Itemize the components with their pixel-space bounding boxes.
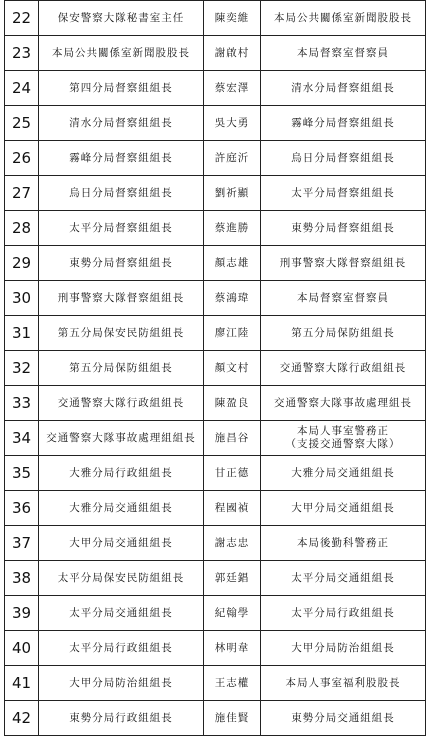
new-position-cell bbox=[261, 596, 426, 631]
table-row bbox=[5, 666, 426, 701]
table-row bbox=[5, 631, 426, 666]
new-position-cell bbox=[261, 491, 426, 526]
original-position-cell: 交通警察大隊事故處理組組長 bbox=[39, 421, 204, 456]
name-cell: 許庭沂 bbox=[204, 141, 261, 176]
new-position-line: 太平分局交通組組長 bbox=[291, 571, 395, 584]
new-position-cell bbox=[261, 316, 426, 351]
row-number-cell: 33 bbox=[5, 386, 39, 421]
new-position-line: 烏日分局督察組組長 bbox=[291, 151, 395, 164]
name-cell: 施昌谷 bbox=[204, 421, 261, 456]
new-position-cell bbox=[261, 106, 426, 141]
original-position-cell: 大雅分局交通組組長 bbox=[39, 491, 204, 526]
row-number-cell: 25 bbox=[5, 106, 39, 141]
personnel-table bbox=[4, 0, 426, 736]
new-position-cell bbox=[261, 526, 426, 561]
table-row bbox=[5, 1, 426, 36]
name-cell: 紀翰學 bbox=[204, 596, 261, 631]
row-number-cell: 26 bbox=[5, 141, 39, 176]
name-cell: 吳大勇 bbox=[204, 106, 261, 141]
row-number-cell: 27 bbox=[5, 176, 39, 211]
original-position-cell: 太平分局行政組組長 bbox=[39, 631, 204, 666]
name-cell: 王志權 bbox=[204, 666, 261, 701]
new-position-cell bbox=[261, 351, 426, 386]
new-position-cell bbox=[261, 176, 426, 211]
table-row bbox=[5, 316, 426, 351]
original-position-cell: 保安警察大隊秘書室主任 bbox=[39, 1, 204, 36]
table-row bbox=[5, 421, 426, 456]
new-position-line: 本局人事室福利股股長 bbox=[285, 676, 401, 689]
name-cell: 蔡宏澤 bbox=[204, 71, 261, 106]
original-position-cell: 第五分局保防組組長 bbox=[39, 351, 204, 386]
row-number-cell: 37 bbox=[5, 526, 39, 561]
new-position-cell bbox=[261, 386, 426, 421]
new-position-cell bbox=[261, 281, 426, 316]
original-position-cell: 霧峰分局督察組組長 bbox=[39, 141, 204, 176]
original-position-cell: 大雅分局行政組組長 bbox=[39, 456, 204, 491]
new-position-line: 大甲分局交通組組長 bbox=[291, 501, 395, 514]
new-position-cell bbox=[261, 36, 426, 71]
original-position-cell: 本局公共關係室新聞股股長 bbox=[39, 36, 204, 71]
new-position-cell bbox=[261, 211, 426, 246]
new-position-line: 交通警察大隊行政組組長 bbox=[279, 361, 407, 374]
new-position-cell bbox=[261, 631, 426, 666]
name-cell: 程國禎 bbox=[204, 491, 261, 526]
name-cell: 顏志雄 bbox=[204, 246, 261, 281]
new-position-line: 本局人事室警務正 bbox=[297, 425, 389, 437]
row-number-cell: 22 bbox=[5, 1, 39, 36]
original-position-cell: 刑事警察大隊督察組組長 bbox=[39, 281, 204, 316]
new-position-cell bbox=[261, 421, 426, 456]
original-position-cell: 大甲分局交通組組長 bbox=[39, 526, 204, 561]
new-position-line: 本局督察室督察員 bbox=[297, 291, 389, 304]
row-number-cell: 32 bbox=[5, 351, 39, 386]
row-number-cell: 38 bbox=[5, 561, 39, 596]
table-row bbox=[5, 386, 426, 421]
new-position-line: 東勢分局督察組組長 bbox=[291, 221, 395, 234]
name-cell: 蔡鴻瑋 bbox=[204, 281, 261, 316]
row-number-cell: 28 bbox=[5, 211, 39, 246]
original-position-cell: 太平分局督察組組長 bbox=[39, 211, 204, 246]
row-number-cell: 39 bbox=[5, 596, 39, 631]
new-position-line: 本局督察室督察員 bbox=[297, 46, 389, 59]
new-position-cell bbox=[261, 561, 426, 596]
table-row bbox=[5, 491, 426, 526]
original-position-cell: 第五分局保安民防組組長 bbox=[39, 316, 204, 351]
table-row bbox=[5, 246, 426, 281]
table-row bbox=[5, 526, 426, 561]
table-row bbox=[5, 561, 426, 596]
new-position-cell bbox=[261, 456, 426, 491]
row-number-cell: 30 bbox=[5, 281, 39, 316]
name-cell: 陳奕維 bbox=[204, 1, 261, 36]
new-position-line: 太平分局督察組組長 bbox=[291, 186, 395, 199]
row-number-cell: 36 bbox=[5, 491, 39, 526]
name-cell: 施佳賢 bbox=[204, 701, 261, 736]
original-position-cell: 太平分局交通組組長 bbox=[39, 596, 204, 631]
name-cell: 謝志忠 bbox=[204, 526, 261, 561]
table-row bbox=[5, 71, 426, 106]
new-position-line: 交通警察大隊事故處理組長 bbox=[274, 396, 412, 409]
name-cell: 蔡進勝 bbox=[204, 211, 261, 246]
new-position-line: （支援交通警察大隊） bbox=[285, 438, 401, 450]
row-number-cell: 34 bbox=[5, 421, 39, 456]
new-position-line: 清水分局督察組組長 bbox=[291, 81, 395, 94]
name-cell: 甘正德 bbox=[204, 456, 261, 491]
original-position-cell: 大甲分局防治組組長 bbox=[39, 666, 204, 701]
new-position-line: 東勢分局交通組組長 bbox=[291, 711, 395, 724]
row-number-cell: 24 bbox=[5, 71, 39, 106]
name-cell: 顏文村 bbox=[204, 351, 261, 386]
table-row bbox=[5, 36, 426, 71]
new-position-cell bbox=[261, 666, 426, 701]
row-number-cell: 42 bbox=[5, 701, 39, 736]
original-position-cell: 東勢分局督察組組長 bbox=[39, 246, 204, 281]
row-number-cell: 40 bbox=[5, 631, 39, 666]
new-position-cell bbox=[261, 141, 426, 176]
new-position-cell bbox=[261, 71, 426, 106]
name-cell: 郭廷錩 bbox=[204, 561, 261, 596]
table-row bbox=[5, 106, 426, 141]
name-cell: 林明韋 bbox=[204, 631, 261, 666]
original-position-cell: 清水分局督察組組長 bbox=[39, 106, 204, 141]
name-cell: 劉祈顯 bbox=[204, 176, 261, 211]
row-number-cell: 29 bbox=[5, 246, 39, 281]
new-position-line: 大甲分局防治組組長 bbox=[291, 641, 395, 654]
name-cell: 廖江陸 bbox=[204, 316, 261, 351]
original-position-cell: 烏日分局督察組組長 bbox=[39, 176, 204, 211]
new-position-line: 本局公共關係室新聞股股長 bbox=[274, 11, 412, 24]
new-position-line: 本局後勤科警務正 bbox=[297, 536, 389, 549]
row-number-cell: 41 bbox=[5, 666, 39, 701]
personnel-table-body bbox=[5, 1, 426, 736]
table-row bbox=[5, 176, 426, 211]
new-position-cell bbox=[261, 1, 426, 36]
row-number-cell: 35 bbox=[5, 456, 39, 491]
original-position-cell: 太平分局保安民防組組長 bbox=[39, 561, 204, 596]
row-number-cell: 31 bbox=[5, 316, 39, 351]
original-position-cell: 第四分局督察組組長 bbox=[39, 71, 204, 106]
table-row bbox=[5, 211, 426, 246]
new-position-line: 大雅分局交通組組長 bbox=[291, 466, 395, 479]
name-cell: 陳盈良 bbox=[204, 386, 261, 421]
new-position-line: 第五分局保防組組長 bbox=[291, 326, 395, 339]
new-position-cell bbox=[261, 701, 426, 736]
table-row bbox=[5, 141, 426, 176]
row-number-cell: 23 bbox=[5, 36, 39, 71]
table-row bbox=[5, 456, 426, 491]
new-position-line: 刑事警察大隊督察組組長 bbox=[279, 256, 407, 269]
original-position-cell: 東勢分局行政組組長 bbox=[39, 701, 204, 736]
table-row bbox=[5, 351, 426, 386]
new-position-line: 霧峰分局督察組組長 bbox=[291, 116, 395, 129]
new-position-cell bbox=[261, 246, 426, 281]
name-cell: 謝啟村 bbox=[204, 36, 261, 71]
table-row bbox=[5, 701, 426, 736]
table-row bbox=[5, 281, 426, 316]
original-position-cell: 交通警察大隊行政組組長 bbox=[39, 386, 204, 421]
table-row bbox=[5, 596, 426, 631]
new-position-line: 太平分局行政組組長 bbox=[291, 606, 395, 619]
